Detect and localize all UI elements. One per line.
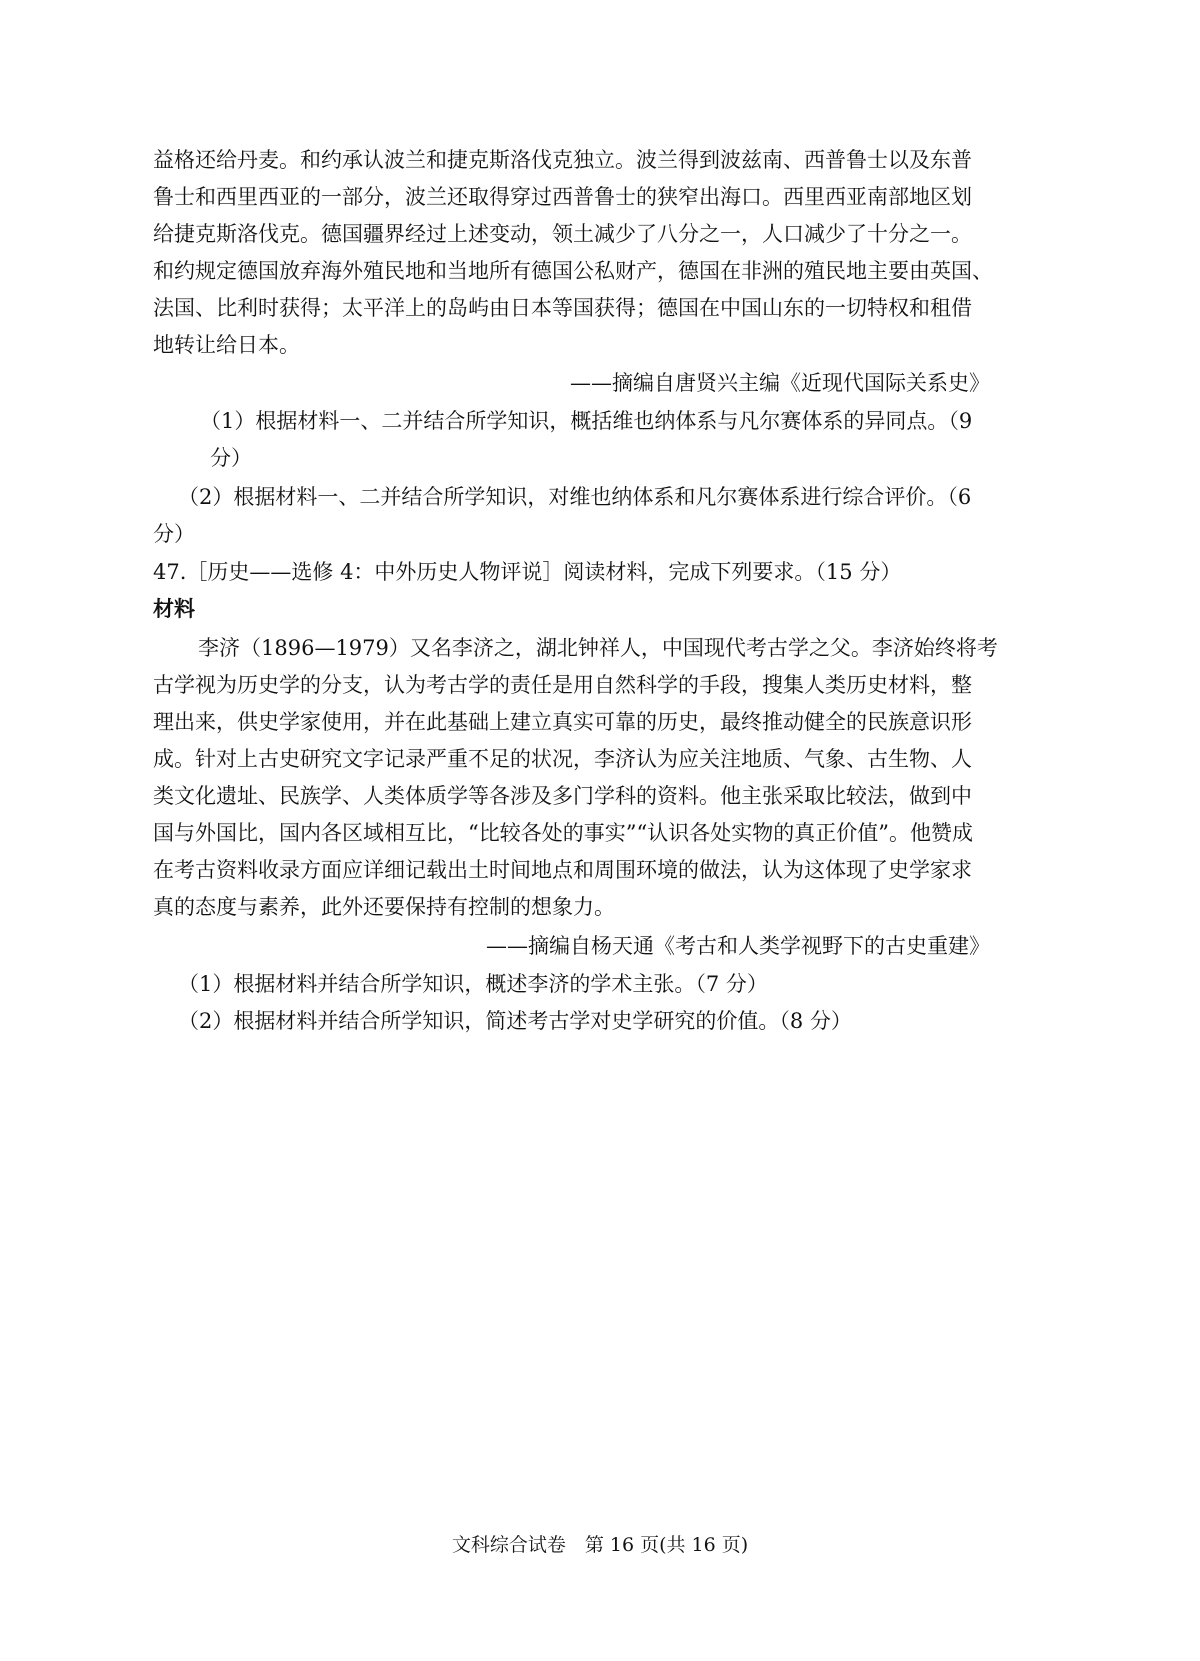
page-footer: 文科综合试卷 第 16 页(共 16 页) [451, 1534, 749, 1556]
material-label: 材料 [153, 596, 195, 621]
question-46-1-line-1: （1）根据材料一、二并结合所学知识，概括维也纳体系与凡尔赛体系的异同点。（9 [200, 409, 973, 433]
material-line-8: 真的态度与素养，此外还要保持有控制的想象力。 [153, 895, 615, 919]
material-two-line-5: 法国、比利时获得；太平洋上的岛屿由日本等国获得；德国在中国山东的一切特权和租借 [153, 296, 972, 320]
material-two-line-1: 益格还给丹麦。和约承认波兰和捷克斯洛伐克独立。波兰得到波兹南、西普鲁士以及东普 [153, 148, 972, 172]
question-46-1-line-2: 分） [210, 446, 252, 470]
source-citation-2: ——摘编自杨天通《考古和人类学视野下的古史重建》 [486, 934, 990, 958]
material-two-line-2: 鲁士和西里西亚的一部分，波兰还取得穿过西普鲁士的狭窄出海口。西里西亚南部地区划 [153, 185, 972, 209]
material-line-4: 成。针对上古史研究文字记录严重不足的状况，李济认为应关注地质、气象、古生物、人 [153, 747, 972, 771]
material-two-line-3: 给捷克斯洛伐克。德国疆界经过上述变动，领土减少了八分之一，人口减少了十分之一。 [153, 222, 972, 246]
material-line-1: 李济（1896—1979）又名李济之，湖北钟祥人，中国现代考古学之父。李济始终将考 [198, 636, 998, 660]
material-line-7: 在考古资料收录方面应详细记载出土时间地点和周围环境的做法，认为这体现了史学家求 [153, 858, 972, 882]
source-citation-1: ——摘编自唐贤兴主编《近现代国际关系史》 [570, 371, 990, 395]
material-two-line-6: 地转让给日本。 [153, 333, 300, 357]
material-line-3: 理出来，供史学家使用，并在此基础上建立真实可靠的历史，最终推动健全的民族意识形 [153, 710, 972, 734]
material-line-2: 古学视为历史学的分支，认为考古学的责任是用自然科学的手段，搜集人类历史材料，整 [153, 673, 972, 697]
material-two-line-4: 和约规定德国放弃海外殖民地和当地所有德国公私财产，德国在非洲的殖民地主要由英国、 [153, 259, 993, 283]
question-46-2-line-1: （2）根据材料一、二并结合所学知识，对维也纳体系和凡尔赛体系进行综合评价。（6 [178, 485, 972, 509]
material-line-5: 类文化遗址、民族学、人类体质学等各涉及多门学科的资料。他主张采取比较法，做到中 [153, 784, 972, 808]
question-47-2: （2）根据材料并结合所学知识，简述考古学对史学研究的价值。（8 分） [178, 1009, 852, 1033]
material-line-6: 国与外国比，国内各区域相互比，“比较各处的事实”“认识各处实物的真正价值”。他赞成 [153, 821, 973, 845]
question-47-1: （1）根据材料并结合所学知识，概述李济的学术主张。（7 分） [178, 972, 768, 996]
question-47-title: 47.［历史——选修 4：中外历史人物评说］阅读材料，完成下列要求。（15 分） [153, 560, 902, 584]
question-46-2-line-2: 分） [153, 522, 195, 546]
